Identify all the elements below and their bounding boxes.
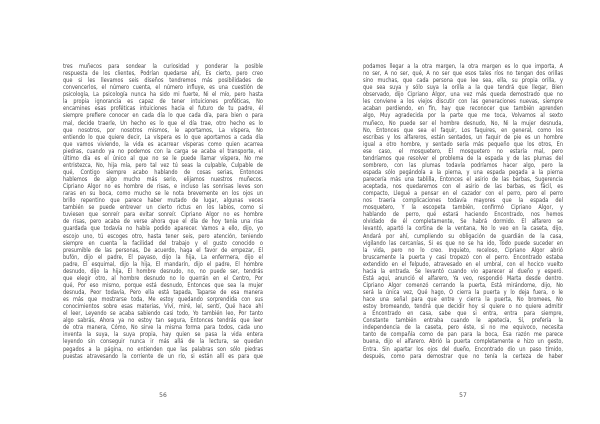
text-line: les conviene a los viejos discutir con las generaciones nuevas, siempre bbox=[363, 98, 563, 106]
text-line: último día es el único al que no se le puede llamar víspera, No me bbox=[63, 154, 263, 162]
page-right-text bbox=[363, 63, 563, 360]
text-line: el leer, Leyendo se acaba sabiendo casi todo, Yo también leo, Por tanto bbox=[63, 310, 263, 318]
text-line: será la única vez, Qué hago, O cierra la puerta y lo deja fuera, o le bbox=[363, 289, 563, 296]
text-line: piedras, cuando ya no podemos con la carga se acaba el transporte, el bbox=[63, 147, 263, 155]
text-line: independencia de la caseta, pero éste, si no me equivoco, necesita bbox=[363, 324, 563, 332]
text-line: Cipriano Algor comenzó cerrando la puerta, Está mirándome, dijo, No bbox=[363, 281, 563, 289]
text-line: Constante también entraba cuando le apetecía, Sí, prefería la bbox=[363, 317, 563, 325]
text-line: Entra. Sin apartar los ojos del dueño, Encontrado dio un paso tímido, bbox=[363, 345, 563, 353]
text-line: mosquetero, Y la escopeta también, confirmó Cipriano Algor, y bbox=[363, 204, 563, 212]
text-line: hablemos de algo mucho más serio, elijamos nuestros muñecos. bbox=[63, 176, 263, 183]
text-line: bufón, dijo el padre, El payaso, dijo la hija, La enfermera, dijo el bbox=[63, 253, 263, 261]
text-line: presumible de las personas, De acuerdo, haga el favor de empezar, El bbox=[63, 246, 263, 254]
text-line: mal, decide traerle, Un hecho es lo que el día trae, otro hecho es lo bbox=[63, 119, 263, 127]
text-line: siempre en cuenta la facilidad del trabajo y el gusto conocido o bbox=[63, 239, 263, 247]
text-line: la vida, pero no lo creo. Inquieto, receloso, Cipriano Algor abrió bbox=[363, 246, 563, 254]
text-line: después, como para demostrar que no tenía la certeza de haber bbox=[363, 352, 563, 360]
text-line: No, Entonces que sea el faquir, Los faquires, en general, como los bbox=[363, 126, 563, 134]
text-line: pegados a la página, no entienden que las palabras son sólo piedras bbox=[63, 345, 263, 353]
text-line: podamos llegar a la otra margen, la otra margen es lo que importa, A bbox=[363, 63, 563, 70]
text-line: igual a otro hombre, y sentado sería más pequeño que los otros, En bbox=[363, 140, 563, 148]
text-line: bruscamente la puerta y casi tropezó con el perro. Encontrado estaba bbox=[363, 253, 563, 261]
text-line: extendido en el felpudo, atravesado en el umbral, con el hocico vuelto bbox=[363, 260, 563, 268]
text-line: nos traería complicaciones todavía mayores que la espada del bbox=[363, 197, 563, 205]
text-line: ese caso, el mosquetero, El mosquetero no estaría mal, pero bbox=[363, 147, 563, 155]
text-line: tuviesen que sonreír para evitar sonreír. Cipriano Algor no es hombre bbox=[63, 211, 263, 219]
text-line: inventa la suya, la suya propia, hay quien se pasa la vida entera bbox=[63, 331, 263, 339]
text-line: parecería más una tablilla, Entonces el asirio de las barbas, Sugerencia bbox=[363, 176, 563, 183]
text-line: es más que mostrarse toda, Me estoy quedando sorprendida con sus bbox=[63, 296, 263, 304]
text-line: algo, Muy agradecida por la parte que me toca, Volvamos al sexto bbox=[363, 112, 563, 120]
text-line: la propia ignorancia es capaz de tener intuiciones proféticas, No bbox=[63, 98, 263, 106]
page-number-right: 57 bbox=[459, 392, 467, 399]
text-line: convencerlos, el número cuenta, el número influye, es una cuestión de bbox=[63, 84, 263, 92]
text-line: que nosotros, por nosotros mismos, le aportamos, La víspera, No bbox=[63, 126, 263, 134]
text-line: vigilando las cercanías, Si es que no se ha ido, Todo puede suceder en bbox=[363, 239, 563, 247]
text-line: acaban perdiendo, en fin, hay que reconocer que también aprenden bbox=[363, 105, 563, 113]
page-number-left: 56 bbox=[159, 392, 167, 399]
text-line: que elegir otro, al hombre desnudo no lo querrán en el Centro, Por bbox=[63, 274, 263, 282]
text-line: encamines esas proféticas intuiciones hacia el futuro de tu padre, él bbox=[63, 105, 263, 113]
text-line: que sea suya y sólo suya la orilla a la que tendrá que llegar, Bien bbox=[363, 84, 563, 92]
text-line: qué, Contigo siempre acabo hablando de cosas serias, Entonces bbox=[63, 168, 263, 176]
text-line: estoy bromeando, tendrá que decidir hoy si quiere o no quiere admitir bbox=[363, 303, 563, 311]
text-line: entiendo lo que quiere decir, La víspera es lo que aportamos a cada día bbox=[63, 133, 263, 141]
text-line: respuesta de los clientes, Podrían quedarse ahí, Es cierto, pero creo bbox=[63, 70, 263, 78]
text-line: Andará por ahí, cumpliendo su obligación de guardián de la casa, bbox=[363, 232, 563, 240]
text-line: espada sólo pegándola a la pierna, y una espada pegada a la pierna bbox=[363, 168, 563, 176]
text-line: psicología, La psicología nunca ha sido mi fuerte, Ni el mío, pero hasta bbox=[63, 91, 263, 99]
text-line: tanto de compañía como de pan para la boca, Esa razón me parece bbox=[363, 331, 563, 339]
text-line: entristezca, No, hija mía, pero tal vez tú seas la culpable, Culpable de bbox=[63, 161, 263, 169]
text-line: padre, El esquimal, dijo la hija, El mandarín, dijo el padre, El hombre bbox=[63, 260, 263, 268]
text-line: escribas y los alfareros, están sentados, un faquir de pie es un hombre bbox=[363, 133, 563, 141]
text-line: a Encontrado en casa, sabe que si entra, entra para siempre, bbox=[363, 310, 563, 318]
text-line: también se puede entrever un cierto rictus en los labios, como si bbox=[63, 204, 263, 212]
text-line: guardada que todavía no había podido aparecer. Vamos a ello, dijo, yo bbox=[63, 225, 263, 233]
text-line: que vamos viviendo, la vida es acarrear vísperas como quien acarrea bbox=[63, 140, 263, 148]
text-line: sino muchas, que cada persona que lee sea, ella, su propia orilla, y bbox=[363, 77, 563, 85]
text-line: sombrero, con las plumas todavía podríamos hacer algo, pero la bbox=[363, 161, 563, 169]
text-line: brillo repentino que parece haber mutado de lugar, algunas veces bbox=[63, 197, 263, 205]
text-line: Cipriano Algor no es hombre de risas, e incluso las sonrisas leves son bbox=[63, 183, 263, 191]
text-line: raras en su boca, como mucho se le nota brevemente en los ojos un bbox=[63, 190, 263, 198]
text-line: siempre prefiere conocer en cada día lo que cada día, para bien o para bbox=[63, 112, 263, 120]
text-line: observado, dijo Cipriano Algor, una vez más queda demostrado que no bbox=[363, 91, 563, 99]
text-line: que si les llevamos seis diseños tendremos más posibilidades de bbox=[63, 77, 263, 85]
text-line: leyendo sin conseguir nunca ir más allá de la lectura, se quedan bbox=[63, 338, 263, 346]
text-line: puestas atravesando la corriente de un río, si están allí es para que bbox=[63, 352, 263, 360]
text-line: tendríamos que resolver el problema de la espada y de las plumas del bbox=[363, 154, 563, 162]
text-line: olvidado de él completamente, Se habrá dormido. El alfarero se bbox=[363, 218, 563, 226]
text-line: desnuda, Peor todavía, Pero ella está tapada, Taparse de esa manera bbox=[63, 289, 263, 296]
text-line: de risas, pero acaba de verse ahora que el día de hoy tenía una risa bbox=[63, 218, 263, 226]
text-line: no ser, A no ser, qué, A no ser que esos tales ríos no tengan dos orillas bbox=[363, 70, 563, 78]
text-line: tres muñecos para sondear la curiosidad y ponderar la posible bbox=[63, 63, 263, 70]
text-line: compacto, Llegué a pensar en el cazador con el perro, pero el perro bbox=[363, 190, 563, 198]
text-line: desnudo, dijo la hija, El hombre desnudo, no, no puede ser, tendrás bbox=[63, 267, 263, 275]
text-line: muñeco, No puede ser el hombre desnudo, No, Ni la mujer desnuda, bbox=[363, 119, 563, 127]
text-line: escojo uno, tú escoges otro, hasta tener seis, pero atención, teniendo bbox=[63, 232, 263, 240]
text-line: Está aquí, anunció el alfarero, Ya veo, respondió Marta desde dentro. bbox=[363, 274, 563, 282]
text-line: qué, Por eso mismo, porque está desnudo, Entonces que sea la mujer bbox=[63, 281, 263, 289]
text-line: buena, dijo el alfarero. Abrió la puerta completamente e hizo un gesto, bbox=[363, 338, 563, 346]
text-line: algo sabrás, Ahora ya no estoy tan segura, Entonces tendrás que leer bbox=[63, 317, 263, 325]
text-line: conocimientos sobre esas materias, Viví, miré, leí, sentí, Qué hace ahí bbox=[63, 303, 263, 311]
text-line: hablando de perro, qué estará haciendo Encontrado, nos hemos bbox=[363, 211, 563, 219]
text-line: hacia la entrada. Se levantó cuando vio aparecer al dueño y esperó. bbox=[363, 267, 563, 275]
text-line: de otra manera, Cómo, No sirve la misma forma para todos, cada uno bbox=[63, 324, 263, 332]
text-line: aceptada, nos quedaremos con el asirio de las barbas, es fácil, es bbox=[363, 183, 563, 191]
page-left-text bbox=[63, 63, 263, 360]
text-line: hace una señal para que entre y cierra la puerta, No bromees, No bbox=[363, 296, 563, 304]
text-line: levantó, apartó la cortina de la ventana, No lo veo en la caseta, dijo, bbox=[363, 225, 563, 233]
